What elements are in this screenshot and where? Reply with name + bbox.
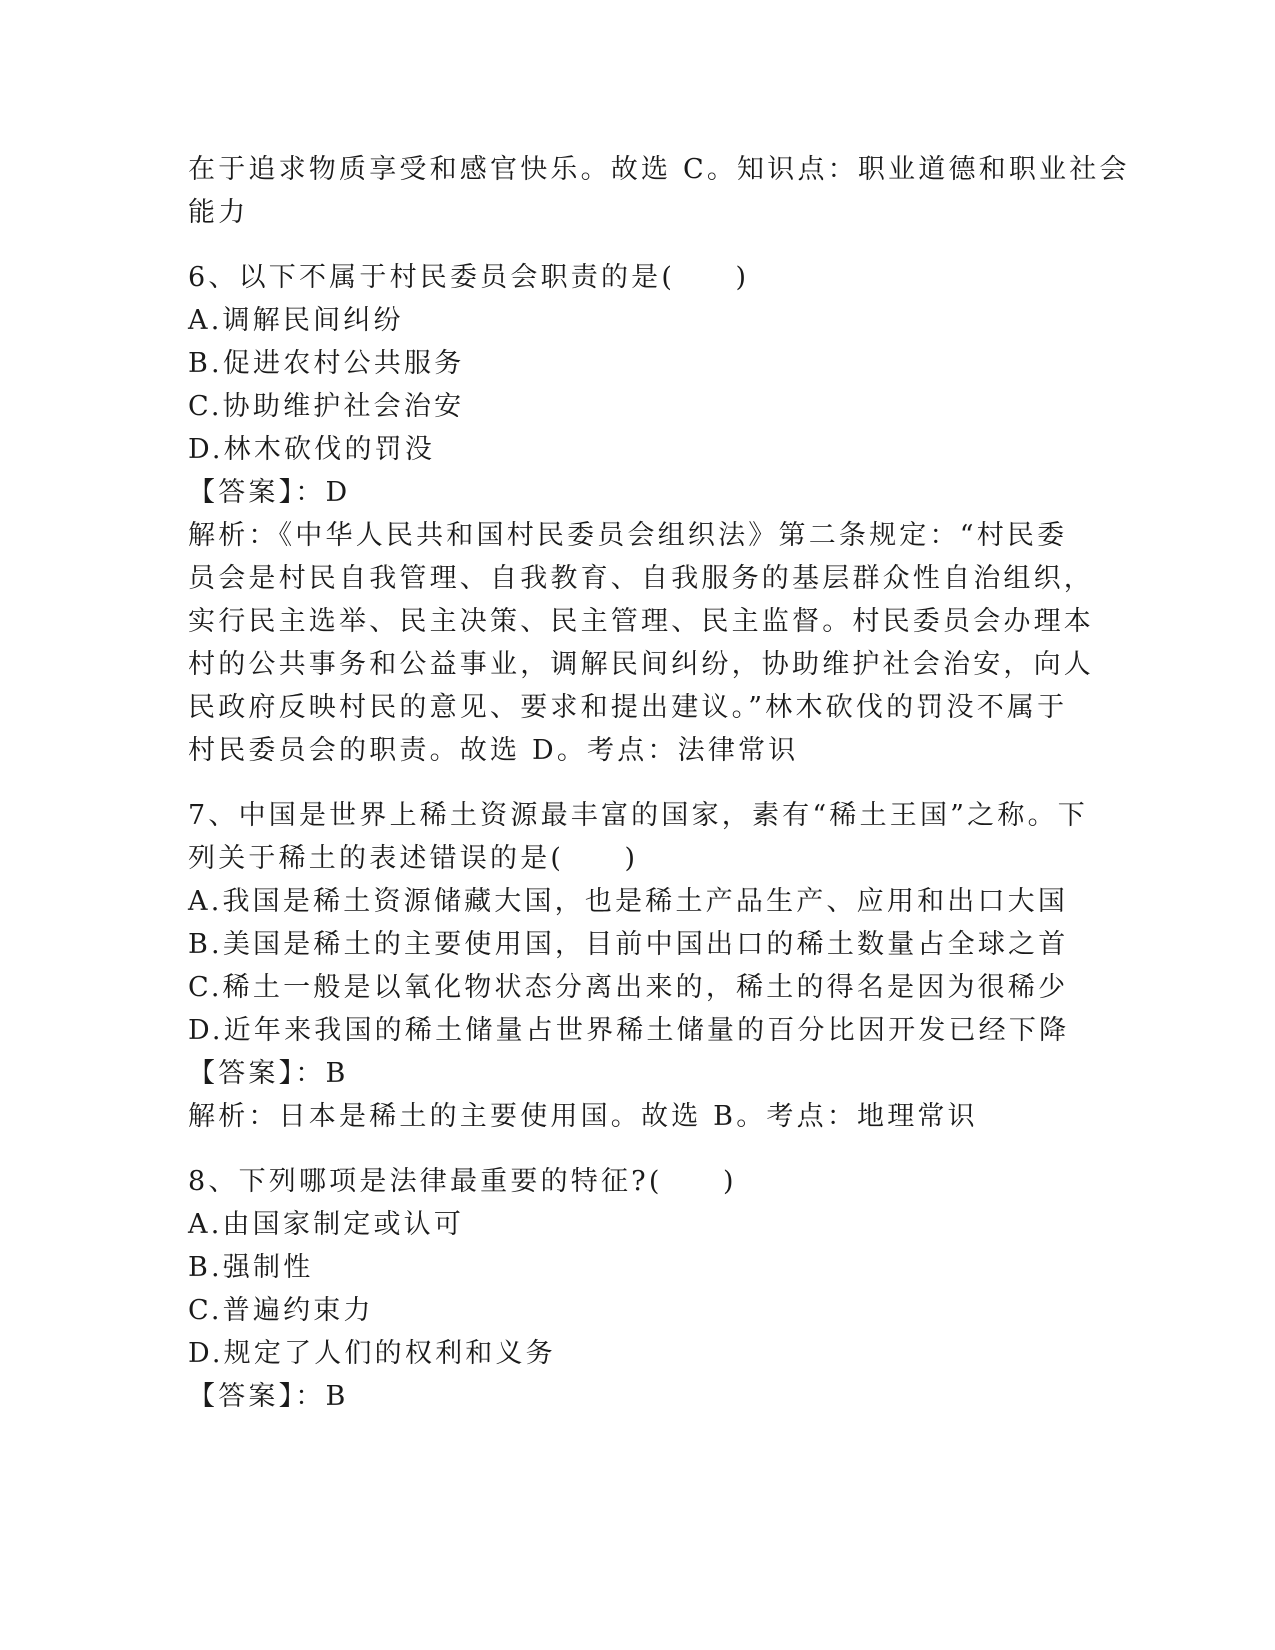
- analysis-line: 员会是村民自我管理、自我教育、自我服务的基层群众性自治组织，: [188, 563, 1094, 594]
- analysis-line: 解析：日本是稀土的主要使用国。故选 B。考点：地理常识: [188, 1101, 978, 1132]
- option-b: B.促进农村公共服务: [188, 348, 465, 379]
- option-d: D.近年来我国的稀土储量占世界稀土储量的百分比因开发已经下降: [188, 1015, 1070, 1046]
- text-line: 在于追求物质享受和感官快乐。故选 C。知识点：职业道德和职业社会: [188, 154, 1130, 185]
- option-a: A.调解民间纠纷: [188, 305, 404, 336]
- option-a: A.我国是稀土资源储藏大国，也是稀土产品生产、应用和出口大国: [188, 886, 1069, 917]
- option-a: A.由国家制定或认可: [188, 1209, 465, 1240]
- page-content: [188, 148, 1130, 1418]
- previous-analysis-continuation: [188, 148, 1130, 234]
- answer: 【答案】：B: [188, 1058, 349, 1089]
- question-8: [188, 1160, 1088, 1418]
- analysis-line: 实行民主选举、民主决策、民主管理、民主监督。村民委员会办理本: [188, 606, 1094, 637]
- question-6: [188, 256, 1094, 772]
- answer: 【答案】：D: [188, 477, 351, 508]
- answer: 【答案】：B: [188, 1381, 349, 1412]
- analysis-line: 民政府反映村民的意见、要求和提出建议。”林木砍伐的罚没不属于: [188, 692, 1068, 723]
- question-7: [188, 794, 1088, 1138]
- option-b: B.美国是稀土的主要使用国，目前中国出口的稀土数量占全球之首: [188, 929, 1069, 960]
- option-d: D.规定了人们的权利和义务: [188, 1338, 556, 1369]
- analysis-line: 村民委员会的职责。故选 D。考点：法律常识: [188, 735, 799, 766]
- question-stem: 8、下列哪项是法律最重要的特征?( ): [188, 1166, 737, 1197]
- option-c: C.普遍约束力: [188, 1295, 374, 1326]
- analysis-line: 村的公共事务和公益事业，调解民间纠纷，协助维护社会治安，向人: [188, 649, 1094, 680]
- question-stem: 6、以下不属于村民委员会职责的是( ): [188, 262, 750, 293]
- option-c: C.稀土一般是以氧化物状态分离出来的，稀土的得名是因为很稀少: [188, 972, 1069, 1003]
- option-d: D.林木砍伐的罚没: [188, 434, 436, 465]
- option-c: C.协助维护社会治安: [188, 391, 465, 422]
- question-stem: 列关于稀土的表述错误的是( ): [188, 843, 639, 874]
- analysis-line: 解析：《中华人民共和国村民委员会组织法》第二条规定：“村民委: [188, 520, 1068, 551]
- option-b: B.强制性: [188, 1252, 314, 1283]
- question-stem: 7、中国是世界上稀土资源最丰富的国家，素有“稀土王国”之称。下: [188, 800, 1088, 831]
- text-line: 能力: [188, 197, 249, 228]
